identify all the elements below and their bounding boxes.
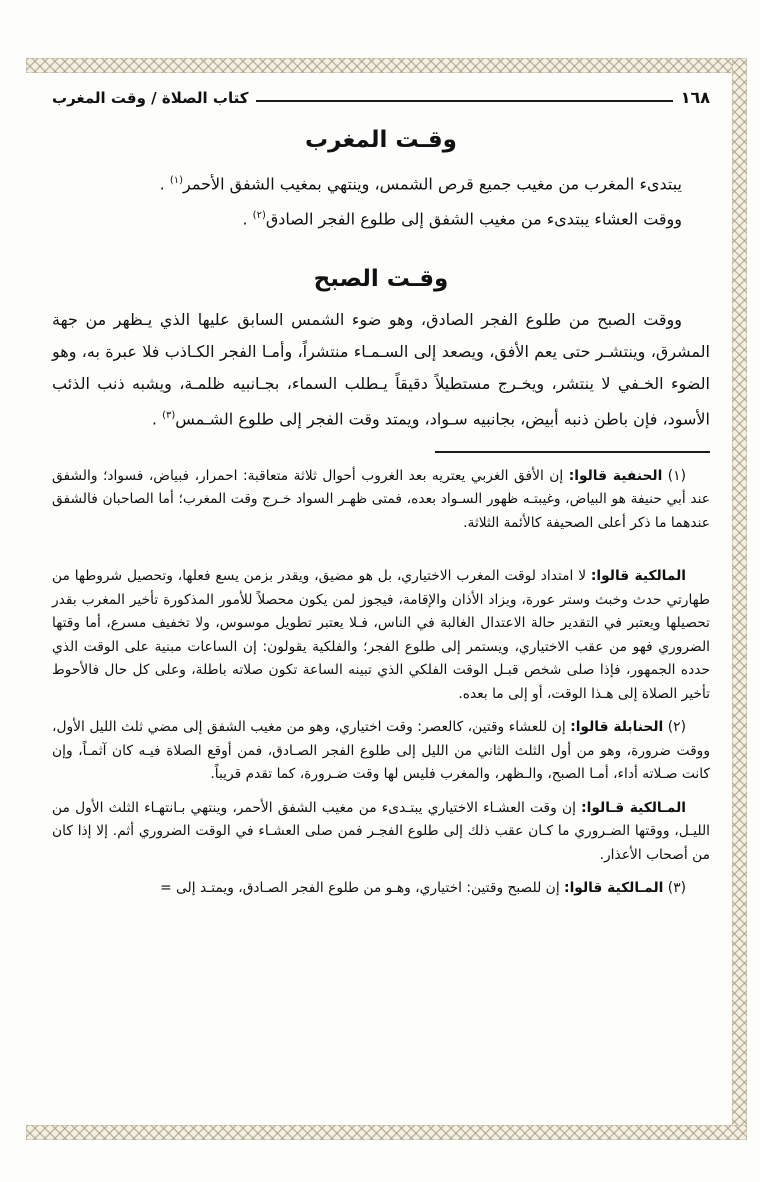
footnote [52,465,710,536]
paragraph [52,165,710,200]
page-number: ١٦٨ [680,88,710,107]
footnote-lead: المـالكية قالوا: [564,880,664,897]
paragraph-text: ووقت الصبح من طلوع الفجر الصادق، وهو ضوء الشمس السابق عليها الذي يـظهر من جهة المشرق، وينتشـر حتى يعم الأفق، ويصعد إلى السـمـاء منتشراً، وأمـا الفجر الكـاذب فلا عبرة به، وهو الضوء الخـفي لا ينتشر، ويخـرج مستطيلاً دقيقاً يـطلب السماء، بجـانبيه ظلمـة، ويشبه ذنب الذئب الأسود، فإن باطن ذنبه أبيض، بجانبيه سـواد، ويمتد وقت الفجر إلى طلوع الشـمس [52,309,710,428]
footnote-text: لا امتداد لوقت المغرب الاختياري، بل هو مضيق، ويقدر بزمن يسع فعلها، وتحصيل شروطها من طهارتي حدث وخبث وستر عورة، ويزاد الأذان والإقامة، فيجوز لمن يكون محصلاً للأمور المذكورة تأخير المغرب بقدر تحصيلها ويعتبر في التقدير حالة الاعتدال الغالبة في الناس، فـلا يعتبر تطويل موسوس، ولا تخفيف مسرع، أما وقتها الضروري فهو من عقب الاختياري، ويستمر إلى طلوع الفجر؛ والفلكية يقولون: إن الساعات مبنية على الوقت الذي حدده الجمهور، فإذا صلى شخص قبـل الوقت الفلكي الذي تبينه الساعة تكون صلاته باطلة، وعلى كل حال فالأحوط تأخير الصلاة إلى هـذا الوقت، أو إلى ما بعده. [52,568,710,702]
footnote [52,716,710,787]
footnote-text: إن للعشاء وقتين، كالعصر: وقت اختياري، وهو من مغيب الشفق إلى مضي ثلث الليل الأول، ووقت ضرورة، وهو من أول الثلث الثاني من الليل إلى طلوع الفجر الصـادق، فمن أوقع الصلاة فيـه كان آثمـاً، وإن كانت صـلاته أداء، أمـا الصبح، والـظهر، والمغرب فليس لها وقت ضـرورة، كما تقدم قريباً. [52,719,710,783]
paragraph-text: يبتدىء المغرب من مغيب جميع قرص الشمس، وينتهي بمغيب الشفق الأحمر [183,174,682,194]
footnote-text: إن وقت العشـاء الاختياري يبتـدىء من مغيب الشفق الأحمر، وينتهي بـانتهـاء الثلث الأول من الليـل، ووقتها الضـروري ما كـان عقب ذلك إلى طلوع الفجـر فمن صلى العشـاء في الوقت الضروري أثم. إلا إذا كان من أصحاب الأعذار. [52,799,710,863]
footnote [52,797,710,868]
footnote [52,565,710,706]
footnote-separator [435,451,710,453]
paragraph-tail: . [159,174,170,194]
paragraph-tail: . [242,209,253,229]
footnote-text: إن الأفق الغربي يعتريه بعد الغروب أحوال ثلاثة متعاقبة: احمرار، فبياض، فسواد؛ والشفق عند أبي حنيفة هو البياض، وغيبتـه ظهور السـواد بعده، فمتى ظهـر السواد خـرج وقت المغرب؛ أما الصاحبان فالشفق عندهما ما ذكر أعلى الصحيفة كالأئمة الثلاثة. [52,467,710,531]
ornamental-border-bottom [26,1125,747,1140]
ornamental-border-top [26,58,747,73]
footnote [52,877,710,901]
paragraph [52,200,710,235]
section-title-maghrib: وقـت المغرب [305,127,457,153]
running-header-title: كتاب الصلاة / وقت المغرب [52,88,249,107]
footnote-lead: المالكية قالوا: [590,568,686,585]
ornamental-border-right [732,58,747,1140]
footnote-ref: (٣) [162,409,176,421]
footnote-marker: (١) [662,467,686,484]
footnote-marker: (٢) [663,719,686,736]
paragraph [52,304,710,435]
footnote-lead: المـالكية قـالوا: [581,799,686,816]
paragraph-tail: . [151,408,163,428]
running-header [52,88,710,107]
footnote-text: إن للصبح وقتين: اختياري، وهـو من طلوع الفجر الصـادق، ويمتـد إلى = [160,880,565,897]
section-title-subh: وقـت الصبح [313,265,449,292]
header-rule [256,100,672,102]
page-content [52,88,710,901]
footnote-ref: (٢) [252,210,266,222]
footnote-ref: (١) [169,175,184,186]
footnotes [52,465,710,901]
footnote-lead: الحنابلة قالوا: [570,719,664,736]
paragraph-text: ووقت العشاء يبتدىء من مغيب الشفق إلى طلوع الفجر الصادق [265,209,682,229]
footnote-marker: (٣) [663,880,686,897]
footnote-lead: الحنفية قالوا: [568,467,663,484]
